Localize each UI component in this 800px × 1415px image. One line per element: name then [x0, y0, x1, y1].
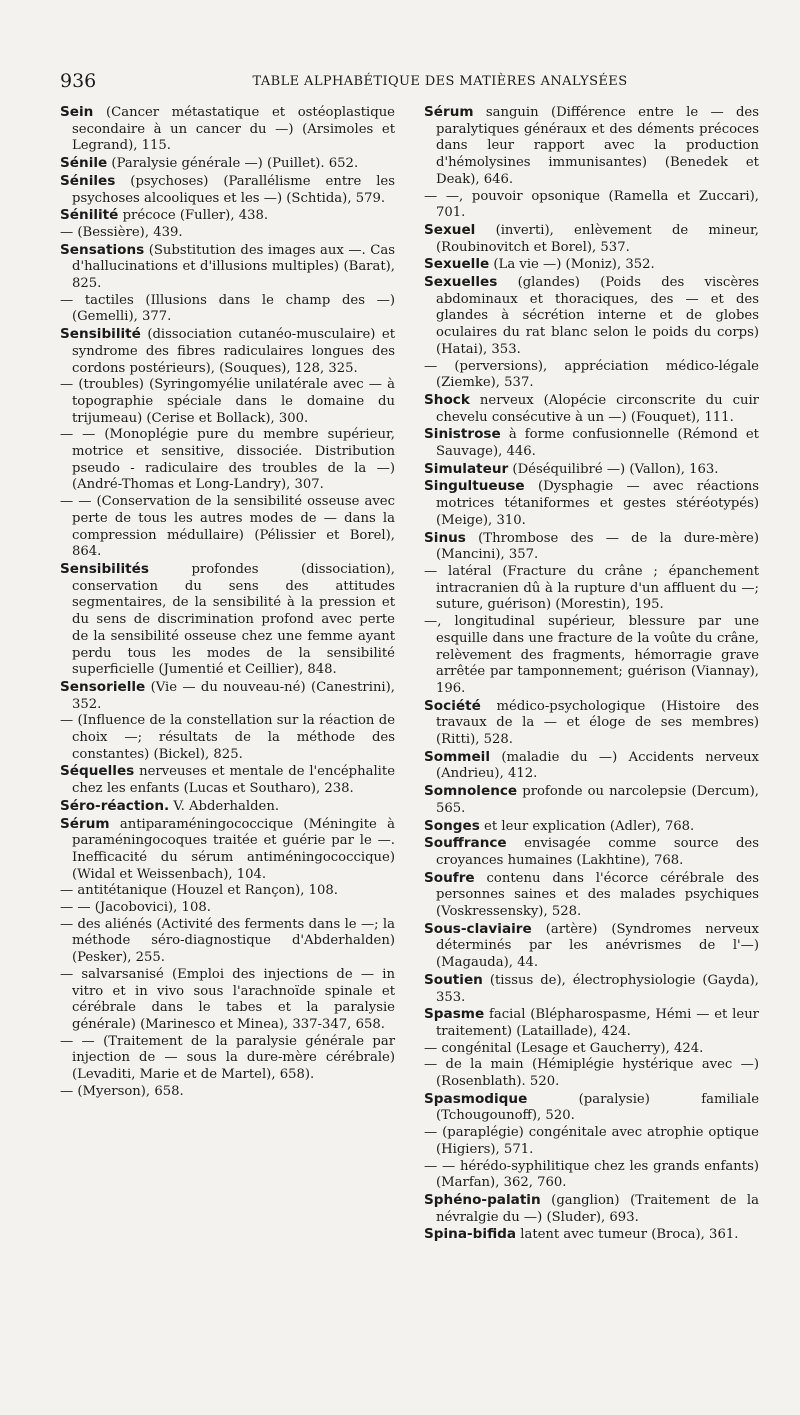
page-number: 936 [60, 70, 97, 92]
entry-text: (inverti), enlèvement de mineur, (Roubinovitch et Borel), 537. [436, 222, 759, 255]
entry-text: (psychoses) (Parallélisme entre les psychoses alcooliques et les —) (Schtida), 579. [72, 173, 395, 206]
entry-text: — congénital (Lesage et Gaucherry), 424. [424, 1040, 704, 1056]
entry-text: — — hérédo-syphilitique chez les grands enfants) (Marfan), 362, 760. [424, 1158, 759, 1191]
entry-headword: Shock [424, 391, 470, 408]
index-entry [60, 293, 395, 326]
entry-headword: Simulateur [424, 460, 509, 477]
index-entry [60, 883, 395, 900]
index-entry [60, 679, 395, 713]
entry-headword: Soutien [424, 971, 483, 988]
running-title: TABLE ALPHABÉTIQUE DES MATIÈRES ANALYSÉES [252, 74, 628, 89]
index-entry [424, 256, 759, 274]
entry-text: — (Influence de la constellation sur la réaction de choix —; résultats de la méthode des constantes) (Bickel), 825. [60, 713, 395, 762]
index-entry [60, 207, 395, 225]
entry-text: (dissociation cutanéo-musculaire) et syndrome des fibres radiculaires longues des cordons postérieurs), (Souques), 128, 325. [72, 327, 395, 376]
entry-text: (Paralysie générale —) (Puillet). 652. [107, 156, 359, 172]
index-entry [60, 427, 395, 494]
index-entry [424, 392, 759, 426]
index-entry [424, 1006, 759, 1040]
entry-text: (paralysie) familiale (Tchougounoff), 520. [436, 1091, 759, 1124]
index-entry [60, 816, 395, 884]
entry-headword: Soufre [424, 869, 475, 886]
index-entry [60, 713, 395, 763]
index-entry [60, 900, 395, 917]
entry-headword: Sensorielle [60, 678, 146, 695]
entry-text: —, longitudinal supérieur, blessure par une esquille dans une fracture de la voûte du crâne, relèvement des fragments, hémorragie grave arrêtée par tamponnement; guérison (Viannay), 196. [424, 614, 759, 696]
entry-headword: Séniles [60, 172, 116, 189]
entry-text: — (Myerson), 658. [60, 1083, 184, 1099]
entry-headword: Sénile [60, 155, 108, 172]
entry-text: profonde ou narcolepsie (Dercum), 565. [436, 784, 759, 816]
index-entry [424, 564, 759, 614]
index-entry [424, 359, 759, 392]
index-entry [424, 461, 759, 479]
index-entry [424, 426, 759, 460]
entry-headword: Spasmodique [424, 1090, 528, 1107]
page-header [60, 70, 760, 94]
entry-text: latent avec tumeur (Broca), 361. [516, 1227, 739, 1243]
index-entry [424, 870, 759, 921]
entry-text: sanguin (Différence entre le — des paralytiques généraux et des déments précoces dans leur rapport avec la production d'hémolysines immunisantes) (Benedek et Deak), 646. [436, 105, 759, 187]
index-entry [60, 225, 395, 242]
entry-headword: Sexuelles [424, 274, 498, 291]
index-entry [424, 104, 759, 189]
entry-text: (Déséquilibré —) (Vallon), 163. [508, 461, 719, 477]
entry-text: (Substitution des images aux —. Cas d'hallucinations et d'illusions multiples) (Barat), 825. [72, 242, 395, 292]
entry-headword: Souffrance [424, 835, 507, 852]
entry-text: — — (Jacobovici), 108. [60, 900, 211, 916]
index-entry [424, 835, 759, 869]
index-entry [424, 478, 759, 529]
index-entry [60, 967, 395, 1034]
entry-headword: Singultueuse [424, 478, 525, 495]
index-entry [424, 274, 759, 359]
entry-text: (tissus de), électrophysiologie (Gayda), 353. [436, 972, 759, 1005]
entry-text: (Dysphagie — avec réactions motrices tétaniformes et gestes stéréotypés) (Meige), 310. [436, 479, 759, 528]
entry-text: (maladie du —) Accidents nerveux (Andrieu), 412. [436, 749, 759, 782]
entry-text: (glandes) (Poids des viscères abdominaux et thoraciques, des — et des glandes à sécrétion interne et de globes oculaires du rat blanc selon le poids du corps) (Hatai), 353. [436, 275, 759, 357]
entry-headword: Séquelles [60, 763, 135, 780]
index-entry [60, 763, 395, 797]
index-entry [424, 1226, 759, 1244]
entry-headword: Songes [424, 817, 480, 834]
index-entry [424, 698, 759, 749]
entry-text: (ganglion) (Traitement de la névralgie du —) (Sluder), 693. [436, 1193, 759, 1225]
entry-text: — (troubles) (Syringomyélie unilatérale avec — à topographie spéciale dans le domaine du trijumeau) (Cerise et Bollack), 300. [60, 377, 395, 426]
index-entry [60, 917, 395, 967]
index-entry [424, 818, 759, 836]
entry-text: contenu dans l'écorce cérébrale des personnes saines et des malades psychiques (Voskressensky), 528. [436, 870, 759, 920]
entry-text: (Thrombose des — de la dure-mère) (Mancini), 357. [436, 530, 759, 563]
index-entry [424, 749, 759, 783]
index-entry [60, 242, 395, 293]
index-entry [424, 189, 759, 222]
entry-headword: Somnolence [424, 783, 518, 800]
entry-text: — — (Conservation de la sensibilité osseuse avec perte de tous les autres modes de — dans la compression médullaire) (Pélissier et Borel), 864. [60, 494, 395, 560]
index-entry [60, 798, 395, 816]
entry-headword: Sensations [60, 241, 145, 258]
entry-headword: Société [424, 697, 481, 714]
entry-text: — (perversions), appréciation médico-légale (Ziemke), 537. [424, 358, 759, 391]
entry-text: médico-psychologique (Histoire des travaux de la — et éloge de ses membres) (Ritti), 528. [436, 698, 759, 748]
right-column [424, 104, 759, 1244]
entry-text: antiparaméningococcique (Méningite à paraméningocoques traitée et guérie par le —. Inefficacité du sérum antiméningococcique) (Widal et Weissenbach), 104. [72, 816, 395, 882]
entry-text: nerveux (Alopécie circonscrite du cuir chevelu consécutive à un —) (Fouquet), 111. [436, 392, 759, 425]
entry-headword: Sexuel [424, 221, 476, 238]
index-entry [424, 921, 759, 972]
index-entry [60, 326, 395, 377]
index-entry [424, 1192, 759, 1226]
entry-text: (artère) (Syndromes nerveux déterminés par les anévrismes de l'—) (Magauda), 44. [436, 921, 759, 971]
index-entry [60, 155, 395, 173]
index-entry [60, 104, 395, 155]
entry-text: nerveuses et mentale de l'encéphalite chez les enfants (Lucas et Southaro), 238. [72, 764, 395, 797]
index-entry [60, 1034, 395, 1084]
entry-text: précoce (Fuller), 438. [118, 208, 269, 224]
index-entry [424, 530, 759, 564]
entry-text: V. Abderhalden. [169, 798, 280, 814]
entry-text: — de la main (Hémiplégie hystérique avec —) (Rosenblath). 520. [424, 1057, 759, 1090]
entry-headword: Sensibilité [60, 326, 141, 343]
entry-text: — tactiles (Illusions dans le champ des —) (Gemelli), 377. [60, 292, 395, 325]
entry-headword: Sexuelle [424, 256, 490, 273]
entry-headword: Spasme [424, 1006, 485, 1023]
index-entry [424, 614, 759, 698]
entry-text: (Vie — du nouveau-né) (Canestrini), 352. [72, 679, 395, 712]
index-entry [424, 222, 759, 256]
index-entry [60, 561, 395, 679]
entry-headword: Sommeil [424, 748, 490, 765]
entry-text: facial (Blépharospasme, Hémi — et leur traitement) (Lataillade), 424. [436, 1007, 759, 1039]
index-entry [424, 1091, 759, 1125]
index-entry [424, 1057, 759, 1090]
entry-text: et leur explication (Adler), 768. [479, 818, 695, 834]
entry-text: — (paraplégie) congénitale avec atrophie optique (Higiers), 571. [424, 1125, 759, 1157]
entry-headword: Sinus [424, 529, 466, 546]
index-entry [424, 1125, 759, 1158]
entry-headword: Sein [60, 104, 94, 120]
entry-text: — — (Traitement de la paralysie générale par injection de — sous la dure-mère cérébrale) (Levaditi, Marie et de Martel), 658). [60, 1033, 395, 1083]
index-entry [60, 377, 395, 427]
entry-text: à forme confusionnelle (Rémond et Sauvage), 446. [436, 427, 759, 460]
entry-text: profondes (dissociation), conservation du sens des attitudes segmentaires, de la sensibilité à la pression et du sens de discrimination profond avec perte de la sensibilité osseuse chez une femme ayant perdu tous les modes de la sensibilité superficielle (Jumentié et Ceillier), 848. [72, 561, 395, 678]
entry-headword: Sous-claviaire [424, 920, 532, 937]
entry-headword: Sphéno-palatin [424, 1192, 541, 1208]
entry-text: — (Bessière), 439. [60, 224, 183, 240]
left-column [60, 104, 395, 1100]
entry-headword: Séro-réaction. [60, 797, 170, 814]
index-entry [60, 1084, 395, 1101]
entry-text: — —, pouvoir opsonique (Ramella et Zuccari), 701. [424, 188, 759, 221]
entry-text: (Cancer métastatique et ostéoplastique secondaire à un cancer du —) (Arsimoles et Legrand), 115. [72, 105, 395, 154]
entry-headword: Sénilité [60, 207, 119, 224]
entry-headword: Sérum [60, 815, 110, 832]
index-entry [424, 1041, 759, 1058]
entry-text: — antitétanique (Houzel et Rançon), 108. [60, 883, 338, 899]
entry-text: — latéral (Fracture du crâne ; épanchement intracranien dû à la rupture d'un affluent du —; suture, guérison) (Morestin), 195. [424, 563, 759, 613]
entry-headword: Sensibilités [60, 560, 149, 577]
index-entry [424, 972, 759, 1006]
index-entry [60, 173, 395, 207]
entry-headword: Sérum [424, 104, 474, 120]
index-entry [60, 494, 395, 561]
entry-headword: Spina-bifida [424, 1226, 517, 1243]
entry-headword: Sinistrose [424, 426, 501, 443]
entry-text: (La vie —) (Moniz), 352. [489, 257, 655, 273]
entry-text: — — (Monoplégie pure du membre supérieur, motrice et sensitive, dissociée. Distribution pseudo - radiculaire des troubles de la —) (André-Thomas et Long-Landry), 307. [60, 427, 395, 493]
entry-text: — des aliénés (Activité des ferments dans le —; la méthode séro-diagnostique d'Abderhalden) (Pesker), 255. [60, 916, 395, 966]
index-entry [424, 783, 759, 817]
entry-text: envisagée comme source des croyances humaines (Lakhtine), 768. [436, 836, 759, 868]
entry-text: — salvarsanisé (Emploi des injections de — in vitro et in vivo sous l'arachnoïde spinale et cérébrale dans le tabes et la paralysie générale) (Marinesco et Minea), 337-347, 658. [60, 966, 395, 1032]
index-entry [424, 1159, 759, 1192]
